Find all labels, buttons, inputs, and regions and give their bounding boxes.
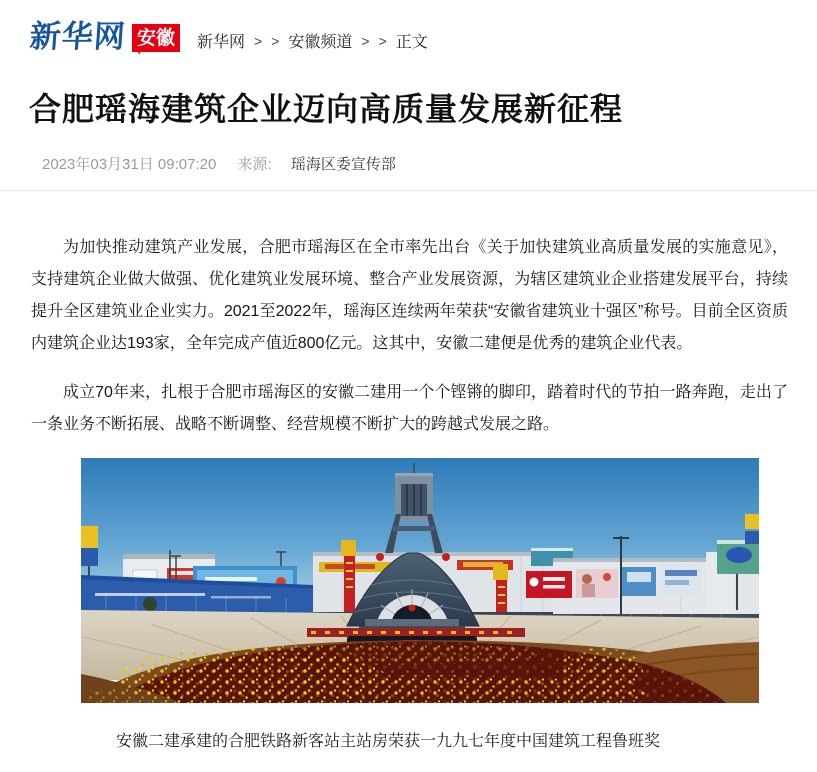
logo-xinhuanet-text: 新华网 — [28, 19, 128, 54]
breadcrumb-item-xinhuanet[interactable]: 新华网 — [197, 34, 246, 51]
article-figure — [81, 458, 788, 753]
article-date: 2023年03月31日 09:07:20 — [42, 156, 217, 174]
article-paragraph: 为加快推动建筑产业发展，合肥市瑶海区在全市率先出台《关于加快建筑业高质量发展的实施意见》，支持建筑企业做大做强、优化建筑业发展环境、整合产业发展资源，为辖区建筑业企业搭建发展平台，持续提升全区建筑业企业实力。2021至2022年，瑶海区连续两年荣获“安徽省建筑业十强区”称号。目前全区资质内建筑企业达193家，全年完成产值近800亿元。这其中，安徽二建便是优秀的建筑企业代表。 — [31, 239, 788, 353]
meta-divider — [0, 190, 817, 191]
source-label: 来源: — [237, 156, 272, 174]
breadcrumb — [197, 16, 428, 52]
article-body — [31, 232, 788, 753]
breadcrumb-separator: > — [271, 32, 280, 49]
article-title: 合肥瑶海建筑企业迈向高质量发展新征程 — [29, 91, 624, 127]
article-photo — [81, 458, 759, 703]
photo-caption: 安徽二建承建的合肥铁路新客站主站房荣获一九九七年度中国建筑工程鲁班奖 — [116, 733, 661, 751]
breadcrumb-item-article[interactable]: 正文 — [395, 34, 428, 51]
logo-anhui-badge: 安徽 — [132, 24, 180, 52]
site-logo[interactable] — [30, 16, 180, 52]
source-name: 瑶海区委宣传部 — [290, 156, 396, 174]
breadcrumb-separator: > — [361, 32, 370, 49]
article-paragraph: 成立70年来，扎根于合肥市瑶海区的安徽二建用一个个铿锵的脚印，踏着时代的节拍一路奔跑，走出了一条业务不断拓展、战略不断调整、经营规模不断扩大的跨越式发展之路。 — [31, 384, 788, 434]
site-header — [0, 0, 817, 58]
breadcrumb-separator: > — [254, 32, 263, 49]
breadcrumb-item-anhui-channel[interactable]: 安徽频道 — [288, 34, 353, 51]
breadcrumb-separator: > — [378, 32, 387, 49]
article-meta — [42, 153, 817, 174]
